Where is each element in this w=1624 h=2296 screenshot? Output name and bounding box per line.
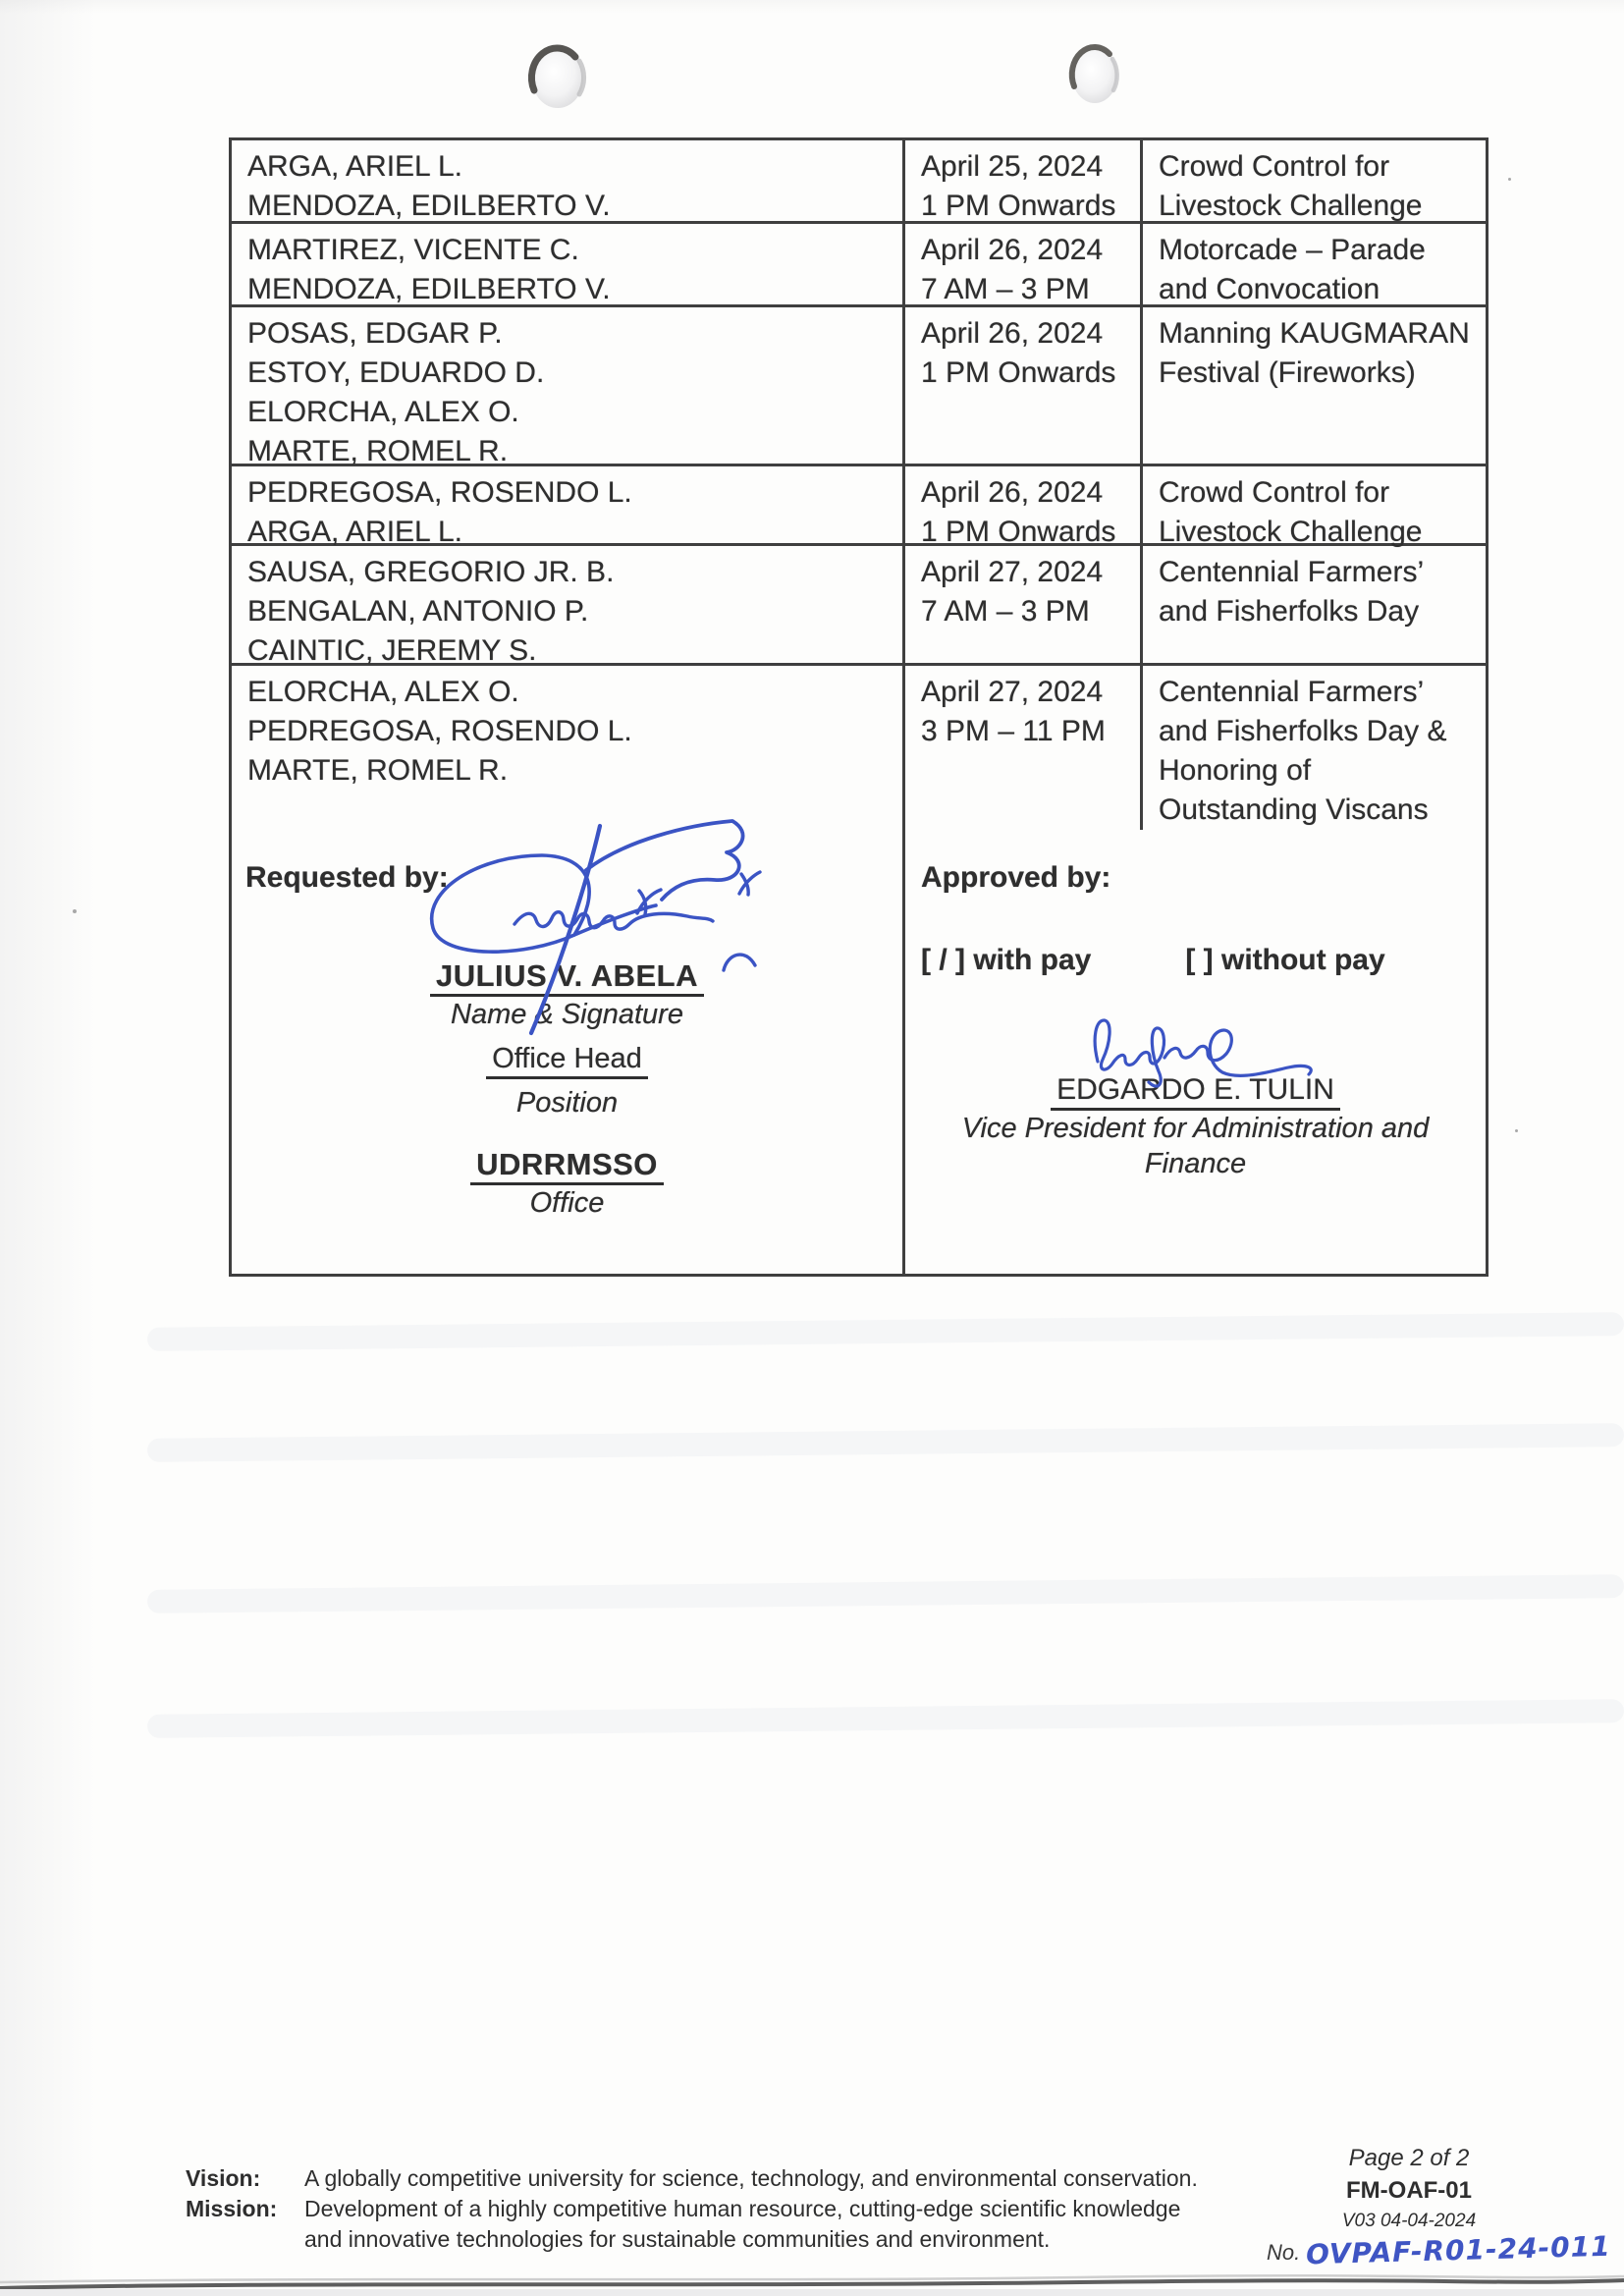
cell-text-line: POSAS, EDGAR P. (247, 317, 503, 350)
pay-options (921, 944, 1471, 977)
schedule-cell (902, 307, 1140, 471)
activity-cell (1140, 666, 1486, 830)
cell-text-line: MARTE, ROMEL R. (247, 754, 509, 787)
approved-name: EDGARDO E. TULIN (1051, 1073, 1340, 1111)
bleed-through-band (147, 1699, 1624, 1738)
cell-text-line: Livestock Challenge (1159, 516, 1423, 548)
schedule-cell (902, 466, 1140, 552)
activity-cell (1140, 466, 1486, 552)
cell-text-line: April 26, 2024 (921, 317, 1104, 350)
cell-text-line: MENDOZA, EDILBERTO V. (247, 190, 611, 222)
cell-text-line: April 27, 2024 (921, 556, 1104, 588)
punch-hole-left (531, 48, 583, 108)
cell-text-line: Motorcade – Parade (1159, 234, 1426, 266)
bleed-through-band (147, 1574, 1624, 1613)
cell-text-line: 7 AM – 3 PM (921, 595, 1090, 628)
personnel-cell (232, 224, 902, 309)
scan-edge-shading (0, 0, 128, 2296)
cell-text-line: Festival (Fireworks) (1159, 356, 1416, 389)
cell-text-line: ELORCHA, ALEX O. (247, 396, 519, 428)
table-row (232, 140, 1486, 224)
approved-title-line2: Finance (1144, 1148, 1247, 1179)
cell-text-line: PEDREGOSA, ROSENDO L. (247, 715, 632, 747)
cell-text-line: 1 PM Onwards (921, 516, 1116, 548)
schedule-cell (902, 666, 1140, 830)
vision-text: A globally competitive university for science, technology, and environmental conservation. (304, 2165, 1198, 2191)
vision-label: Vision: (186, 2165, 261, 2191)
requested-by-label: Requested by: (245, 861, 449, 894)
cell-text-line: MARTE, ROMEL R. (247, 435, 509, 467)
mission-text-line1: Development of a highly competitive human resource, cutting-edge scientific knowledge (304, 2196, 1181, 2221)
table-row (232, 307, 1486, 466)
bleed-through-band (147, 1423, 1624, 1462)
approved-by-label: Approved by: (921, 861, 1111, 894)
cell-text-line: PEDREGOSA, ROSENDO L. (247, 476, 632, 509)
requested-position: Office Head (486, 1042, 648, 1079)
requested-name: JULIUS V. ABELA (430, 959, 704, 997)
cell-text-line: Outstanding Viscans (1159, 793, 1429, 826)
cell-text-line: MARTIREZ, VICENTE C. (247, 234, 579, 266)
cell-text-line: 3 PM – 11 PM (921, 715, 1106, 747)
personnel-cell (232, 140, 902, 226)
approved-by-cell (902, 826, 1486, 1277)
duty-assignment-table (229, 137, 1489, 1277)
cell-text-line: SAUSA, GREGORIO JR. B. (247, 556, 615, 588)
cell-text-line: 1 PM Onwards (921, 356, 1116, 389)
cell-text-line: Crowd Control for (1159, 476, 1390, 509)
cell-text-line: ELORCHA, ALEX O. (247, 676, 519, 708)
requested-position-caption: Position (515, 1087, 619, 1119)
schedule-cell (902, 224, 1140, 309)
personnel-cell (232, 307, 902, 471)
schedule-cell (902, 546, 1140, 671)
table-row (232, 546, 1486, 666)
bleed-through-band (147, 1312, 1624, 1351)
cell-text-line: Centennial Farmers’ (1159, 676, 1425, 708)
cell-text-line: April 27, 2024 (921, 676, 1104, 708)
cell-text-line: 1 PM Onwards (921, 190, 1116, 222)
activity-cell (1140, 546, 1486, 671)
cell-text-line: ARGA, ARIEL L. (247, 516, 462, 548)
cell-text-line: Livestock Challenge (1159, 190, 1423, 222)
cell-text-line: and Fisherfolks Day (1159, 595, 1420, 628)
activity-cell (1140, 224, 1486, 309)
punch-hole-right (1072, 47, 1117, 103)
signature-block-row (232, 826, 1486, 1277)
table-row (232, 466, 1486, 546)
table-row (232, 224, 1486, 307)
personnel-cell (232, 466, 902, 552)
mission-text-line2: and innovative technologies for sustainable communities and environment. (304, 2226, 1051, 2252)
scan-speck (1508, 178, 1511, 181)
form-meta-block (1267, 2145, 1612, 2271)
activity-cell (1140, 307, 1486, 471)
personnel-cell (232, 666, 902, 830)
scan-edge-shading (0, 2289, 1624, 2296)
table-row (232, 666, 1486, 826)
cell-text-line: Manning KAUGMARAN (1159, 317, 1470, 350)
cell-text-line: ARGA, ARIEL L. (247, 150, 462, 183)
handwritten-form-number: OVPAF-R01-24-011 (1305, 2229, 1612, 2271)
form-number-label: No. (1267, 2240, 1301, 2265)
cell-text-line: CAINTIC, JEREMY S. (247, 634, 537, 667)
approved-title-line1: Vice President for Administration and (961, 1113, 1430, 1144)
cell-text-line: ESTOY, EDUARDO D. (247, 356, 545, 389)
cell-text-line: April 25, 2024 (921, 150, 1104, 183)
activity-cell (1140, 140, 1486, 226)
scan-edge-shading (0, 0, 1624, 14)
form-code: FM-OAF-01 (1346, 2177, 1472, 2204)
cell-text-line: 7 AM – 3 PM (921, 273, 1090, 305)
requested-name-caption: Name & Signature (451, 999, 683, 1030)
cell-text-line: April 26, 2024 (921, 476, 1104, 509)
duty-table-rows (232, 140, 1486, 826)
page-number: Page 2 of 2 (1348, 2145, 1470, 2171)
cell-text-line: Honoring of (1159, 754, 1312, 787)
cell-text-line: Centennial Farmers’ (1159, 556, 1425, 588)
cell-text-line: Crowd Control for (1159, 150, 1390, 183)
with-pay-option: [ / ] with pay (921, 944, 1092, 976)
requested-office-caption: Office (529, 1187, 605, 1219)
cell-text-line: MENDOZA, EDILBERTO V. (247, 273, 611, 305)
form-version: V03 04-04-2024 (1341, 2211, 1477, 2231)
personnel-cell (232, 546, 902, 671)
requested-office: UDRRMSSO (470, 1148, 664, 1185)
cell-text-line: April 26, 2024 (921, 234, 1104, 266)
cell-text-line: and Fisherfolks Day & (1159, 715, 1447, 747)
scan-speck (73, 909, 77, 913)
paper-bottom-edge (0, 2275, 1624, 2288)
schedule-cell (902, 140, 1140, 226)
mission-label: Mission: (186, 2196, 278, 2221)
scan-speck (1515, 1129, 1518, 1132)
without-pay-option: [ ] without pay (1185, 944, 1385, 976)
cell-text-line: and Convocation (1159, 273, 1380, 305)
cell-text-line: BENGALAN, ANTONIO P. (247, 595, 589, 628)
requested-by-cell (232, 826, 902, 1277)
